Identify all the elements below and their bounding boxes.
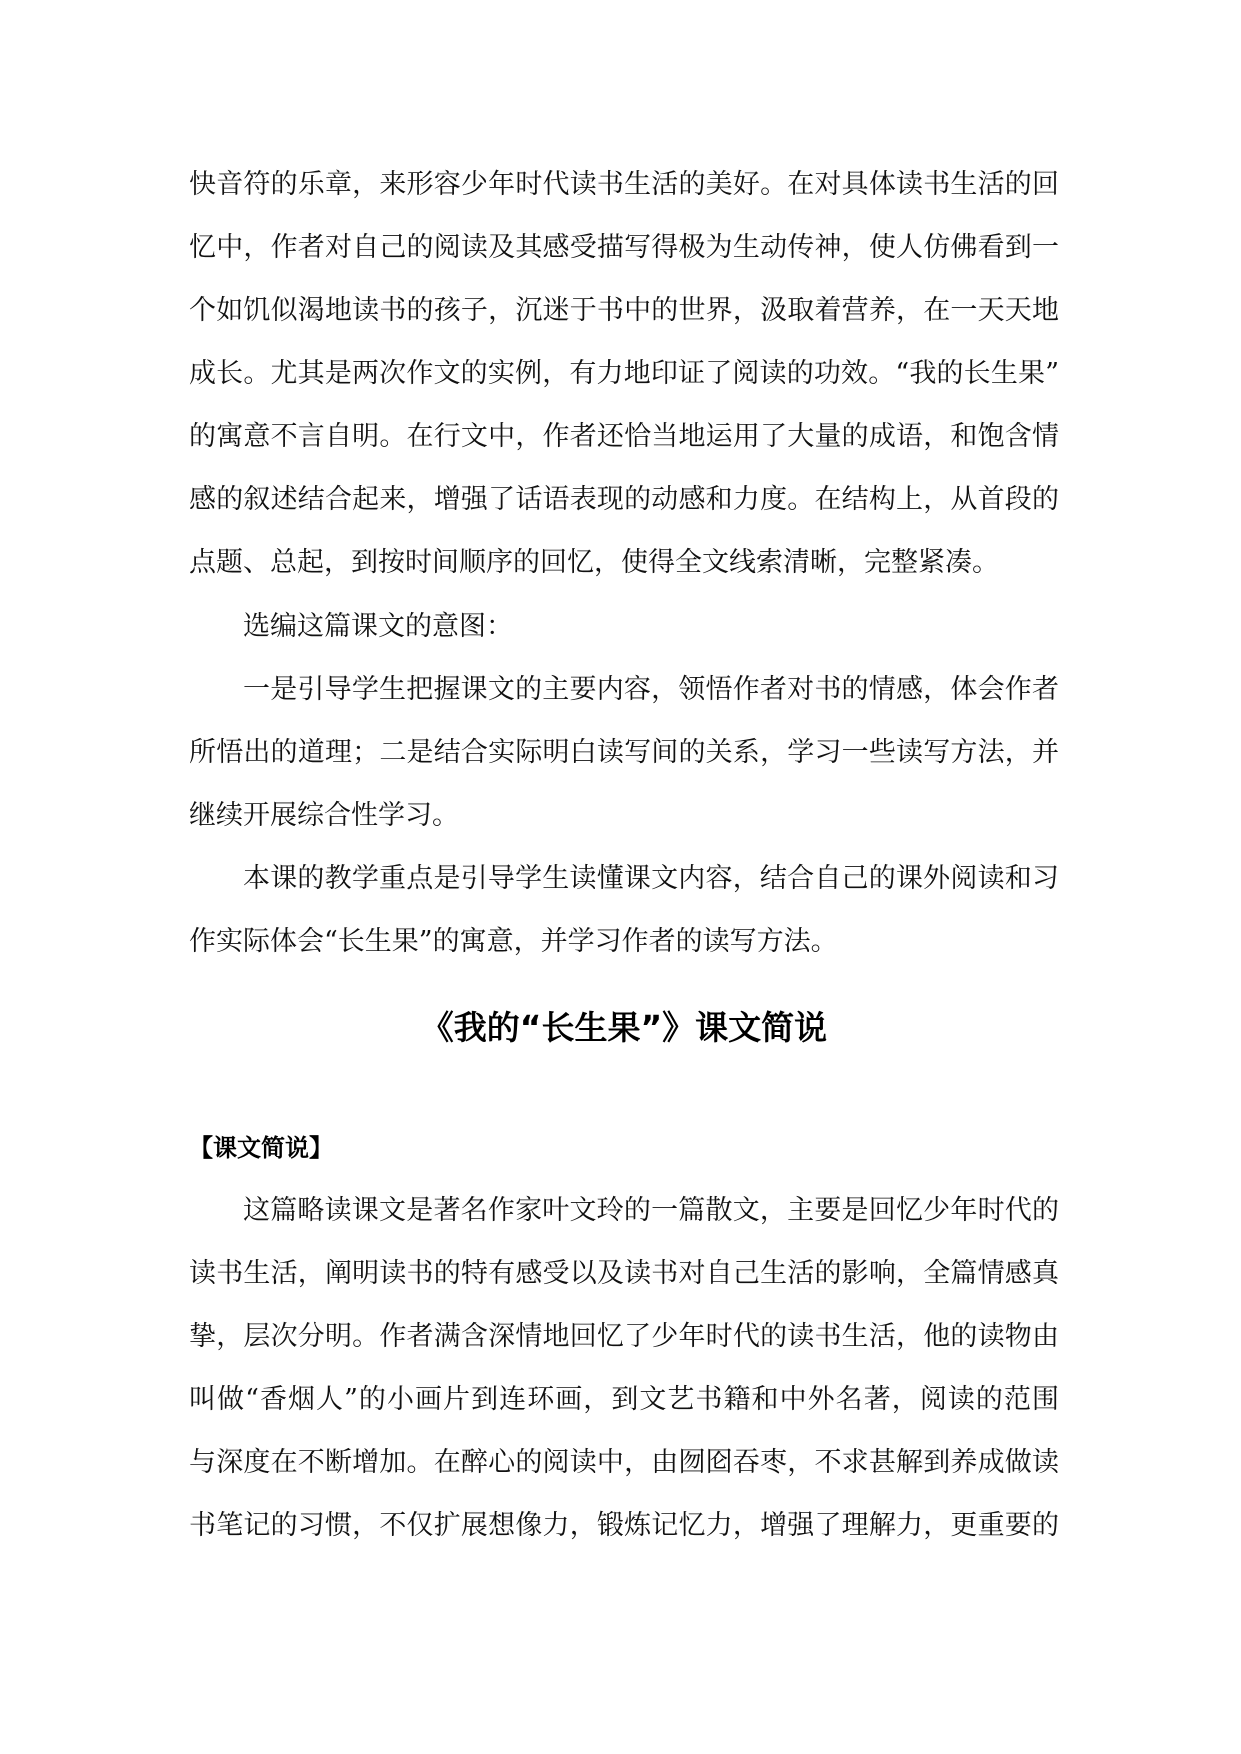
paragraph-line: 忆中，作者对自己的阅读及其感受描写得极为生动传神，使人仿佛看到一 [189, 232, 1059, 263]
paragraph-line: 感的叙述结合起来，增强了话语表现的动感和力度。在结构上，从首段的 [189, 484, 1059, 515]
paragraph-line: 作实际体会“长生果”的寓意，并学习作者的读写方法。 [189, 926, 838, 957]
paragraph-line: 点题、总起，到按时间顺序的回忆，使得全文线索清晰，完整紧凑。 [189, 547, 999, 578]
section-title: 《我的“长生果”》课文简说 [420, 1008, 828, 1047]
paragraph-line: 这篇略读课文是著名作家叶文玲的一篇散文，主要是回忆少年时代的 [243, 1195, 1059, 1226]
paragraph-line: 读书生活，阐明读书的特有感受以及读书对自己生活的影响，全篇情感真 [189, 1258, 1059, 1289]
paragraph-line: 挚，层次分明。作者满含深情地回忆了少年时代的读书生活，他的读物由 [189, 1321, 1059, 1352]
paragraph-line: 成长。尤其是两次作文的实例，有力地印证了阅读的功效。“我的长生果” [189, 358, 1059, 389]
paragraph-line: 继续开展综合性学习。 [189, 800, 459, 831]
section-label: 【课文简说】 [189, 1134, 333, 1162]
paragraph-line: 个如饥似渴地读书的孩子，沉迷于书中的世界，汲取着营养，在一天天地 [189, 295, 1059, 326]
paragraph-line: 叫做“香烟人”的小画片到连环画，到文艺书籍和中外名著，阅读的范围 [189, 1384, 1059, 1415]
paragraph-line: 一是引导学生把握课文的主要内容，领悟作者对书的情感，体会作者 [243, 674, 1059, 705]
intent-heading: 选编这篇课文的意图： [243, 611, 513, 642]
paragraph-line: 书笔记的习惯，不仅扩展想像力，锻炼记忆力，增强了理解力，更重要的 [189, 1510, 1059, 1541]
paragraph-line: 本课的教学重点是引导学生读懂课文内容，结合自己的课外阅读和习 [243, 863, 1059, 894]
paragraph-line: 的寓意不言自明。在行文中，作者还恰当地运用了大量的成语，和饱含情 [189, 421, 1059, 452]
paragraph-line: 与深度在不断增加。在醉心的阅读中，由囫囵吞枣，不求甚解到养成做读 [189, 1447, 1059, 1478]
paragraph-line: 快音符的乐章，来形容少年时代读书生活的美好。在对具体读书生活的回 [189, 169, 1059, 200]
paragraph-line: 所悟出的道理；二是结合实际明白读写间的关系，学习一些读写方法，并 [189, 737, 1059, 768]
